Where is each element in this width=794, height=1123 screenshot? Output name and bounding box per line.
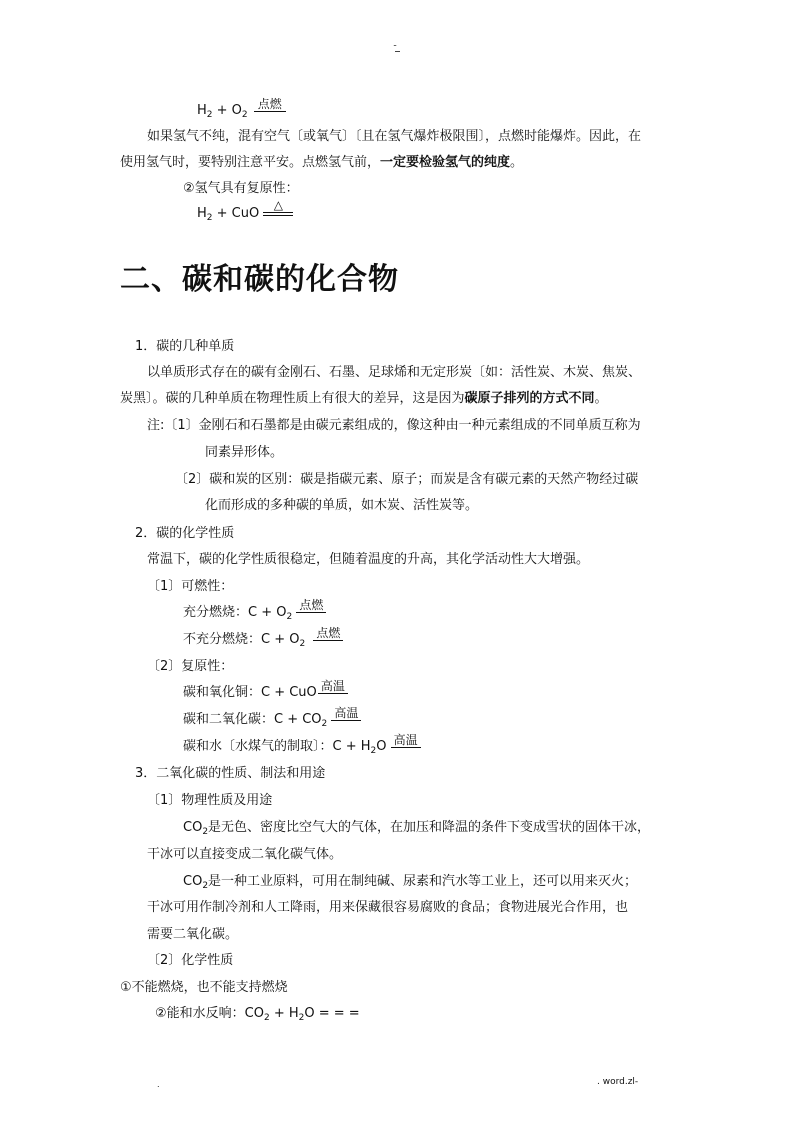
paragraph: 使用氢气时，要特别注意平安。点燃氢气前，一定要检验氢气的纯度。 [120, 155, 524, 170]
reaction-condition: 高温 [318, 680, 348, 694]
sub-heading: 〔2〕复原性： [147, 659, 234, 674]
subsection-title: 1．碳的几种单质 [135, 339, 235, 354]
paragraph: 干冰可以直接变成二氧化碳气体。 [147, 847, 343, 862]
sub-heading: 〔1〕物理性质及用途 [147, 793, 273, 808]
footer-right: . word.zl- [597, 1077, 639, 1087]
section-heading: 二、碳和碳的化合物 [120, 262, 399, 297]
reaction-condition: △ [263, 199, 293, 216]
note: 注:〔1〕金刚石和石墨都是由碳元素组成的，像这种由一种元素组成的不同单质互称为 [147, 418, 641, 433]
paragraph: 常温下，碳的化学性质很稳定，但随着温度的升高，其化学活动性大大增强。 [147, 552, 590, 567]
emphasis: 一定要检验氢气的纯度 [380, 155, 511, 170]
subsection-title: 3．二氧化碳的性质、制法和用途 [135, 766, 326, 781]
list-item: ①不能燃烧，也不能支持燃烧 [120, 980, 288, 995]
reaction-condition: 点燃 [313, 627, 343, 641]
paragraph: 炭黑〕。碳的几种单质在物理性质上有很大的差异，这是因为碳原子排列的方式不同。 [120, 391, 608, 406]
list-item: ②氢气具有复原性： [183, 181, 299, 196]
subsection-title: 2．碳的化学性质 [135, 526, 235, 541]
reaction-condition: 高温 [331, 707, 361, 721]
equation: 碳和二氧化碳：$C + CO_2$ 高温 [183, 713, 361, 727]
paragraph: 需要二氧化碳。 [147, 927, 239, 942]
reaction-condition: 点燃 [296, 599, 326, 613]
sub-heading: 〔1〕可燃性： [147, 579, 234, 594]
emphasis: 碳原子排列的方式不同 [464, 391, 595, 406]
note: 〔2〕碳和炭的区别：碳是指碳元素、原子；而炭是含有碳元素的天然产物经过碳 [175, 472, 639, 487]
paragraph: 如果氢气不纯，混有空气〔或氧气〕〔且在氢气爆炸极限围〕，点燃时能爆炸。因此，在 [147, 129, 642, 144]
equation-h2-cuo: $H_2$ + CuO △ [197, 207, 293, 224]
equation: 碳和水〔水煤气的制取〕：$C + H_2O$ 高温 [183, 740, 421, 754]
paragraph: 以单质形式存在的碳有金刚石、石墨、足球烯和无定形炭〔如：活性炭、木炭、焦炭、 [147, 365, 642, 380]
reaction-condition: 点燃 [254, 98, 286, 112]
equation: 碳和氧化铜：C + CuO 高温 [183, 686, 348, 700]
footer-left: . [157, 1080, 160, 1089]
sub-heading: 〔2〕化学性质 [147, 953, 234, 968]
header-dots: .. [393, 39, 397, 48]
paragraph: $CO_2$是一种工业原料，可用在制纯碱、尿素和汽水等工业上，还可以用来灭火； [183, 874, 638, 891]
paragraph: 干冰可用作制冷剂和人工降雨，用来保藏很容易腐败的食品；食物进展光合作用，也 [147, 900, 629, 915]
equation: 不充分燃烧：$C + O_2$ 点燃 [183, 633, 343, 647]
equation-h2-o2: $H_2 + O_2$ 点燃 [197, 104, 286, 118]
paragraph: $CO_2$是无色、密度比空气大的气体，在加压和降温的条件下变成雪状的固体干冰， [183, 820, 651, 837]
equation: 充分燃烧：$C + O_2$ 点燃 [183, 606, 326, 620]
reaction-condition: 高温 [391, 734, 421, 748]
equation: ②能和水反响：$CO_2 + H_2O$ = = = [155, 1006, 360, 1023]
header-dash [395, 51, 400, 52]
note: 同素异形体。 [205, 445, 284, 460]
note: 化而形成的多种碳的单质，如木炭、活性炭等。 [205, 498, 479, 513]
